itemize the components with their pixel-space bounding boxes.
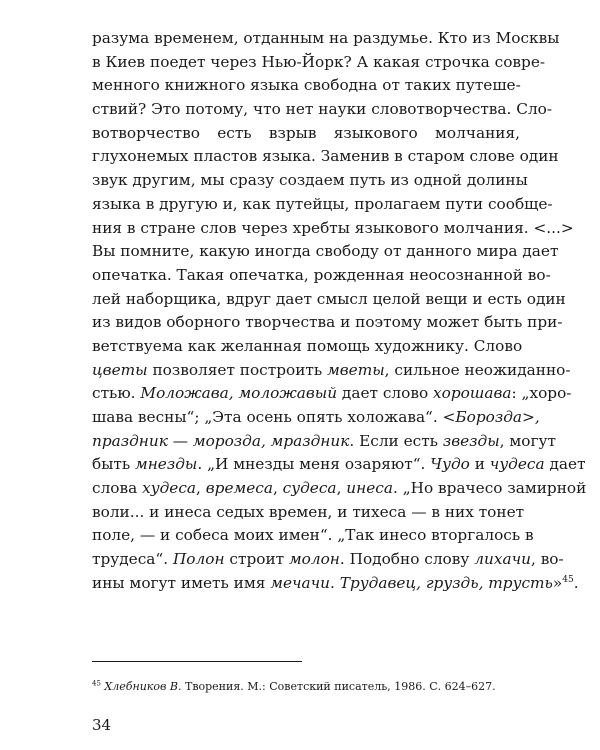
text-line: Вы помните, какую иногда свободу от данного мира дает	[92, 242, 559, 261]
page-number: 34	[92, 716, 112, 734]
text-line: ствий? Это потому, что нет науки словотворчества. Сло-	[92, 100, 553, 119]
text-line: воли... и инеса седых времен, и тихеса — в них тонет	[92, 502, 525, 521]
text-line: ины могут иметь имя мечачи. Трудавец, груздь, трусть»$^{45}$.	[92, 573, 579, 592]
text-line: глухонемых пластов языка. Заменив в старом слове один	[92, 147, 559, 166]
text-line: шава весны“; „Эта осень опять холожава“. <Борозда>,	[92, 408, 540, 426]
text-line: ветствуема как желанная помощь художнику. Слово	[92, 336, 523, 355]
text-line: лей наборщика, вдруг дает смысл целой вещи и есть один	[92, 289, 566, 308]
text-line: опечатка. Такая опечатка, рожденная неосознанной во-	[92, 265, 551, 284]
text-line: поле, — и собеса моих имен“. „Так инесо вторгалось в	[92, 526, 534, 545]
text-line: ния в стране слов через хребты языкового молчания. <...>	[92, 218, 574, 237]
footnote-number: 45	[92, 679, 101, 688]
text-line: цветы позволяет построить мветы, сильное неожиданно-	[92, 360, 571, 379]
text-line: стью. Моложава, моложавый дает слово хорошава: „хоро-	[92, 384, 572, 403]
footnote-text: Творения. М.: Советский писатель, 1986. С. 624–627.	[181, 680, 496, 693]
text-line: менного книжного языка свободна от таких путеше-	[92, 76, 521, 95]
text-line: слова худеса, времеса, судеса, инеса. „Но врачесо замирной	[92, 479, 587, 498]
text-line: быть мнезды. „И мнезды меня озаряют“. Чудо и чудеса дает	[92, 455, 586, 474]
text-line: разума временем, отданным на раздумье. Кто из Москвы	[92, 29, 560, 47]
text-line: вотворчество есть взрыв языкового молчания,	[92, 123, 520, 142]
text-line: трудеса“. Полон строит молон. Подобно слову лихачи, во-	[92, 550, 564, 569]
footnote-separator	[92, 661, 302, 662]
text-line: языка в другую и, как путейцы, пролагаем пути сообще-	[92, 194, 553, 213]
footnote-author: Хлебников В.	[104, 680, 182, 693]
text-line: праздник — морозда, мраздник. Если есть звезды, могут	[92, 431, 556, 450]
footnote	[92, 680, 522, 694]
text-line: из видов оборного творчества и поэтому может быть при-	[92, 313, 563, 332]
main-text	[92, 27, 587, 596]
text-line: в Киев поедет через Нью-Йорк? А какая строчка совре-	[92, 52, 546, 71]
footnote-reference: 45	[562, 574, 574, 585]
text-line: звук другим, мы сразу создаем путь из одной долины	[92, 171, 528, 190]
